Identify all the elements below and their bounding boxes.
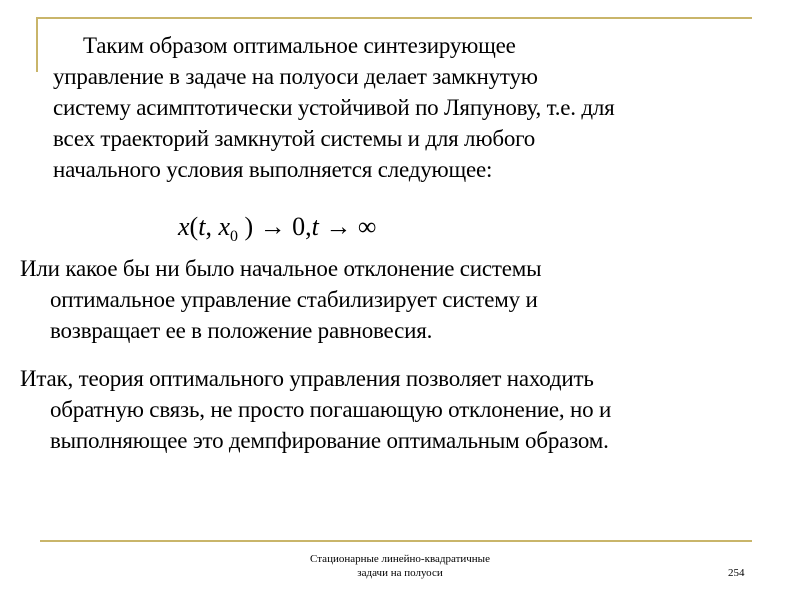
page-number: 254 [728,567,745,579]
formula-limit [178,212,376,246]
footer-title-line: задачи на полуоси [357,567,443,579]
formula-infinity: ∞ [357,212,377,241]
paragraph-deviation [20,253,780,346]
text-line: начального условия выполняется следующее: [53,157,493,182]
paragraph-stability [20,30,780,185]
text-line: обратную связь, не просто погашающую отклонение, но и [50,397,612,422]
formula-t: t [198,212,206,241]
footer-title-line: Стационарные линейно-квадратичные [310,553,490,565]
footer-divider [40,540,752,542]
formula-zero: 0, [292,212,312,241]
formula-subscript: 0 [230,228,238,245]
footer-title [270,552,530,580]
text-line: Таким образом оптимальное синтезирующее [83,33,516,58]
formula-paren-open: ( [189,212,199,241]
text-line: оптимальное управление стабилизирует систему и [50,287,538,312]
formula-comma: , [205,212,212,241]
text-line: возвращает ее в положение равновесия. [50,318,433,343]
text-line: Итак, теория оптимального управления позволяет находить [20,366,594,391]
paragraph-conclusion [20,363,780,456]
formula-x: x [178,212,190,241]
formula-arrow: → [325,212,352,241]
text-line: выполняющее это демпфирование оптимальным образом. [50,428,609,453]
formula-t2: t [311,212,319,241]
formula-x0: x [218,212,230,241]
decorative-frame-top [36,17,752,19]
formula-paren-close: ) [244,212,254,241]
text-line: управление в задаче на полуоси делает замкнутую [53,64,538,89]
formula-arrow: → [259,212,286,241]
text-line: всех траекторий замкнутой системы и для любого [53,126,536,151]
text-line: Или какое бы ни было начальное отклонение системы [20,256,542,281]
text-line: систему асимптотически устойчивой по Ляпунову, т.е. для [53,95,615,120]
